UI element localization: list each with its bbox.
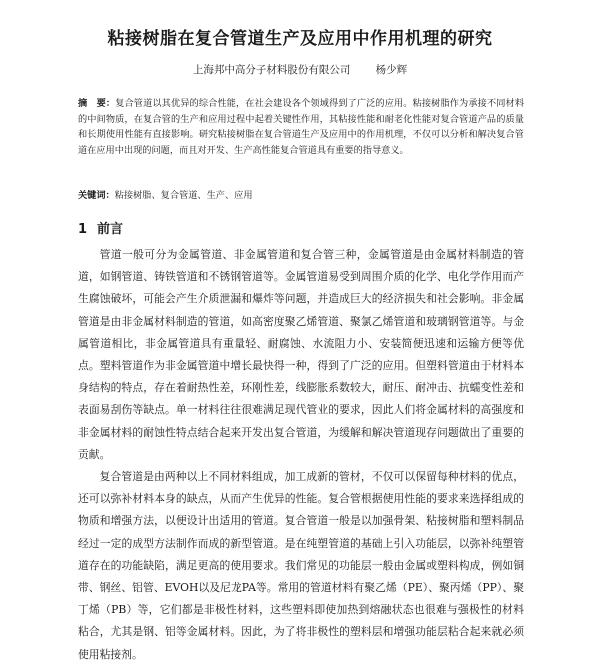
- body-paragraph: 管道一般可分为金属管道、非金属管道和复合管三种，金属管道是由金属材料制造的管道，如钢管道、铸铁管道和不锈钢管道等。金属管道易受到周围介质的化学、电化学作用而产生腐蚀破坏，可能会产生介质泄漏和爆炸等问题，并造成巨大的经济损失和社会影响。非金属管道是由非金属材料制造的管道，如高密度聚乙烯管道、聚氯乙烯管道和玻璃钢管道等。与金属管道相比，非金属管道具有重量轻、耐腐蚀、水流阻力小、安装简便迅速和运输方便等优点。塑料管道作为非金属管道中增长最快得一种，得到了广泛的应用。但塑料管道由于材料本身结构的特点，存在着耐热性差，环刚性差，线膨胀系数较大，耐压、耐冲击、抗蠕变性差和表面易刮伤等缺点。单一材料往往很难满足现代管业的要求，因此人们将金属材料的高强度和非金属材料的耐蚀性特点结合起来开发出复合管道，为缓解和解决管道现存问题做出了重要的贡献。: [78, 248, 524, 461]
- abstract-label: 摘 要：: [78, 98, 116, 109]
- section-heading: [78, 218, 123, 237]
- affiliation: 上海邦中高分子材料股份有限公司: [192, 64, 351, 76]
- abstract: [78, 96, 524, 158]
- paper-title: 粘接树脂在复合管道生产及应用中作用机理的研究: [107, 29, 493, 49]
- abstract-text: 复合管道以其优异的综合性能，在社会建设各个领域得到了广泛的应用。粘接树脂作为承接不同材料的中间物质，在复合管的生产和应用过程中起着关键性作用，其粘接性能和耐老化性能对复合管道产品的质量和长期使用性能有直接影响。研究粘接树脂在复合管道生产及应用中的作用机理，不仅可以分析和解决复合管道在应用中出现的问题，而且对开发、生产高性能复合管道具有重要的指导意义。: [78, 98, 525, 156]
- author-name: 杨少辉: [375, 64, 408, 76]
- author-line: [0, 62, 600, 77]
- keywords-text: 粘接树脂、复合管道、生产、应用: [114, 190, 253, 201]
- section-title: 前言: [97, 222, 124, 237]
- keywords: [78, 188, 524, 203]
- body-paragraph: 复合管道是由两种以上不同材料组成，加工成新的管材，不仅可以保留每种材料的优点，还可以弥补材料本身的缺点，从而产生优异的性能。复合管根据使用性能的要求来选择组成的物质和增强方法，以便设计出适用的管道。复合管道一般是以加强骨架、粘接树脂和塑料制品经过一定的成型方法制作而成的新型管道。是在纯塑管道的基础上引入功能层，以弥补纯塑管道存在的功能缺陷，满足更高的使用要求。我们常见的功能层一般由金属或塑料构成，例如铜带、钢丝、铝管、EVOH以及尼龙PA等。常用的管道材料有聚乙烯（PE）、聚丙烯（PP）、聚丁烯（PB）等，它们都是非极性材料，这些塑料即使加热到熔融状态也很难与强极性的材料粘合，尤其是钢、铝等金属材料。因此，为了将非极性的塑料层和增强功能层粘合起来就必须使用粘接剂。: [78, 470, 524, 661]
- section-number: 1: [78, 222, 88, 237]
- keywords-label: 关键词：: [78, 190, 115, 201]
